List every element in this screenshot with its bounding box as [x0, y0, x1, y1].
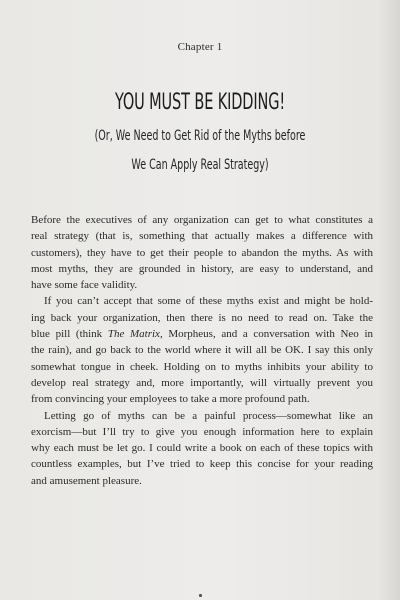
text-line: why each must be let go. I could write a book on each of these topics with [31, 442, 373, 455]
text-line: exorcism—but I’ll try to give you enough information here to explain [31, 425, 373, 438]
text-line: real strategy (that is, something that actually makes a difference with [31, 230, 373, 243]
chapter-subtitle-line-1: (Or, We Need to Get Rid of the Myths before [94, 128, 306, 144]
paragraph-2 [31, 293, 373, 407]
text-line-with-italic [31, 326, 373, 342]
text-segment: blue pill (think [31, 328, 108, 341]
italic-title: The Matrix [107, 328, 160, 341]
text-line: customers), they have to get their people to abandon the myths. As with [31, 246, 373, 259]
paragraph-3 [31, 408, 373, 489]
chapter-title: YOU MUST BE KIDDING! [114, 90, 286, 115]
text-segment: , Morpheus, and a conversation with Neo in [159, 328, 373, 341]
text-line: most myths, they are grounded in history, are easy to understand, and [31, 262, 373, 275]
text-line: Letting go of myths can be a painful process—somewhat like an [44, 409, 373, 422]
text-line: Before the executives of any organization can get to what constitutes a [31, 214, 373, 226]
chapter-subtitle-line-2: We Can Apply Real Strategy) [131, 157, 269, 173]
text-line: from convincing your employees to take a more profound path. [31, 393, 310, 406]
paragraph-1 [31, 212, 373, 293]
text-line: and amusement pleasure. [31, 474, 142, 487]
text-line: ing back your organization, then there is no need to read on. Take the [31, 311, 373, 324]
chapter-label: Chapter 1 [177, 41, 223, 53]
text-line: the rain), and go back to the world where it will all be OK. I say this only [31, 344, 373, 357]
text-line: countless examples, but I’ve tried to keep this concise for your reading [31, 458, 373, 471]
text-line: somewhat tongue in cheek. Holding on to myths inhibits your ability to [31, 360, 373, 373]
page-folio-mark [199, 594, 202, 597]
text-line: If you can’t accept that some of these myths exist and might be hold- [44, 295, 373, 308]
text-line: develop real strategy and, more importantly, will virtually prevent you [31, 376, 373, 389]
text-line: have some face validity. [31, 279, 138, 292]
body-text [31, 212, 373, 489]
